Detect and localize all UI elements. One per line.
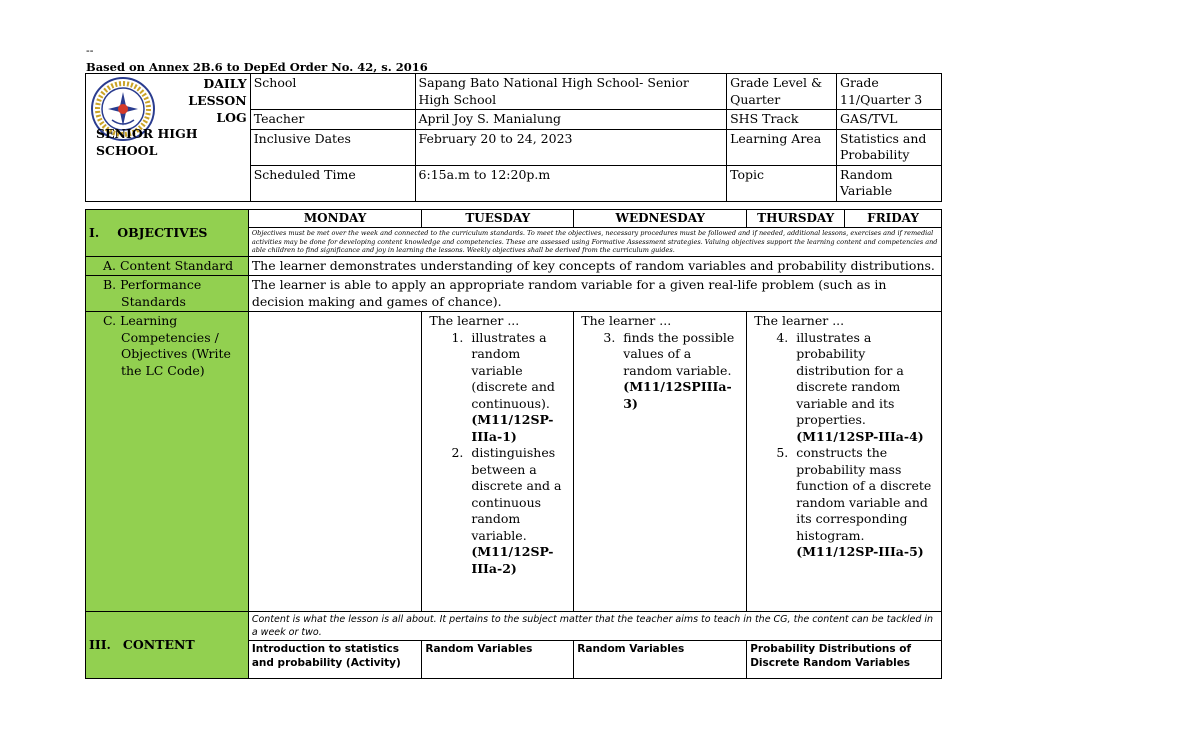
topic-label: Topic [727,165,837,201]
lc-tuesday-lead: The learner ... [429,313,520,328]
lc-wednesday-lead: The learner ... [581,313,672,328]
day-friday: FRIDAY [845,210,942,228]
content-heading: CONTENT [122,636,195,652]
track-label: SHS Track [727,110,837,130]
learning-competencies-label: C. Learning Competencies / Objectives (Write the LC Code) [86,312,249,612]
time-value: 6:15a.m to 12:20p.m [415,165,727,201]
lc-monday [248,312,422,612]
teacher-value: April Joy S. Manialung [415,110,727,130]
content-standard-label: A. Content Standard [86,256,249,276]
content-monday: Introduction to statistics and probability (Activity) [248,641,422,679]
area-label: Learning Area [727,129,837,165]
grade-label: Grade Level & Quarter [727,74,837,110]
objectives-table [85,209,942,679]
content-heading-num: III. [89,636,111,652]
teacher-label: Teacher [250,110,415,130]
content-note: Content is what the lesson is all about. It pertains to the subject matter that the teacher aims to teach in the CG, the content can be tackled in a week or two. [248,612,941,641]
dates-value: February 20 to 24, 2023 [415,129,727,165]
content-heading-cell [86,612,249,679]
performance-standard-label: B. Performance Standards [86,276,249,312]
lc-item-1: 1. illustrates a random variable (discrete and continuous). (M11/12SP-IIIa-1) [467,330,570,446]
dll-line-daily: DAILY [203,76,247,91]
topic-value: Random Variable [837,165,942,201]
objectives-heading: OBJECTIVES [117,224,208,240]
track-value: GAS/TVL [837,110,942,130]
lc-item-5: 5. constructs the probability mass function of a discrete random variable and its corresponding histogram. (M11/12SP-IIIa-5) [792,445,938,561]
grade-value: Grade 11/Quarter 3 [837,74,942,110]
lc-thursday-friday [747,312,942,612]
objectives-heading-num: I. [89,224,100,240]
dates-label: Inclusive Dates [250,129,415,165]
time-label: Scheduled Time [250,165,415,201]
lc-item-4: 4. illustrates a probability distribution for a discrete random variable and its properties. (M11/12SP-IIIa-4) [792,330,938,446]
area-value: Statistics and Probability [837,129,942,165]
performance-standard-value: The learner is able to apply an appropriate random variable for a given real-life problem (such as in decision making and games of chance). [248,276,941,312]
day-thursday: THURSDAY [747,210,845,228]
day-wednesday: WEDNESDAY [574,210,747,228]
day-monday: MONDAY [248,210,422,228]
content-wednesday: Random Variables [574,641,747,679]
school-value: Sapang Bato National High School- Senior High School [415,74,727,110]
header-table [85,73,942,202]
day-tuesday: TUESDAY [422,210,574,228]
objectives-heading-cell [86,210,249,257]
content-friday: Probability Distributions of Discrete Random Variables [747,641,942,679]
school-label: School [250,74,415,110]
lc-friday-lead: The learner ... [754,313,845,328]
dll-line-shs: SENIOR HIGH SCHOOL [96,126,198,158]
lc-wednesday [574,312,747,612]
annex-reference: Based on Annex 2B.6 to DepEd Order No. 42, s. 2016 [86,60,428,74]
content-standard-value: The learner demonstrates understanding of key concepts of random variables and probability distributions. [248,256,941,276]
lc-tuesday [422,312,574,612]
page-dash: -- [86,44,94,57]
dll-line-lesson: LESSON [188,93,247,108]
objectives-note: Objectives must be met over the week and connected to the curriculum standards. To meet the objectives, necessary procedures must be followed and if needed, additional lessons, exercises and if remedial activities may be done for developing content knowledge and competencies. These are assessed using Formative Assessment strategies. Valuing objectives support the learning content and competencies and able children to find significance and joy in learning the lessons. Weekly objectives shall be derived from the curriculum guides. [248,228,941,257]
lc-item-2: 2. distinguishes between a discrete and a continuous random variable. (M11/12SP-IIIa-2) [467,445,570,577]
dll-line-log: LOG [216,110,247,125]
content-tuesday: Random Variables [422,641,574,679]
dll-title-cell [86,74,251,202]
lc-item-3: 3. finds the possible values of a random variable. (M11/12SPIIIa-3) [619,330,743,413]
